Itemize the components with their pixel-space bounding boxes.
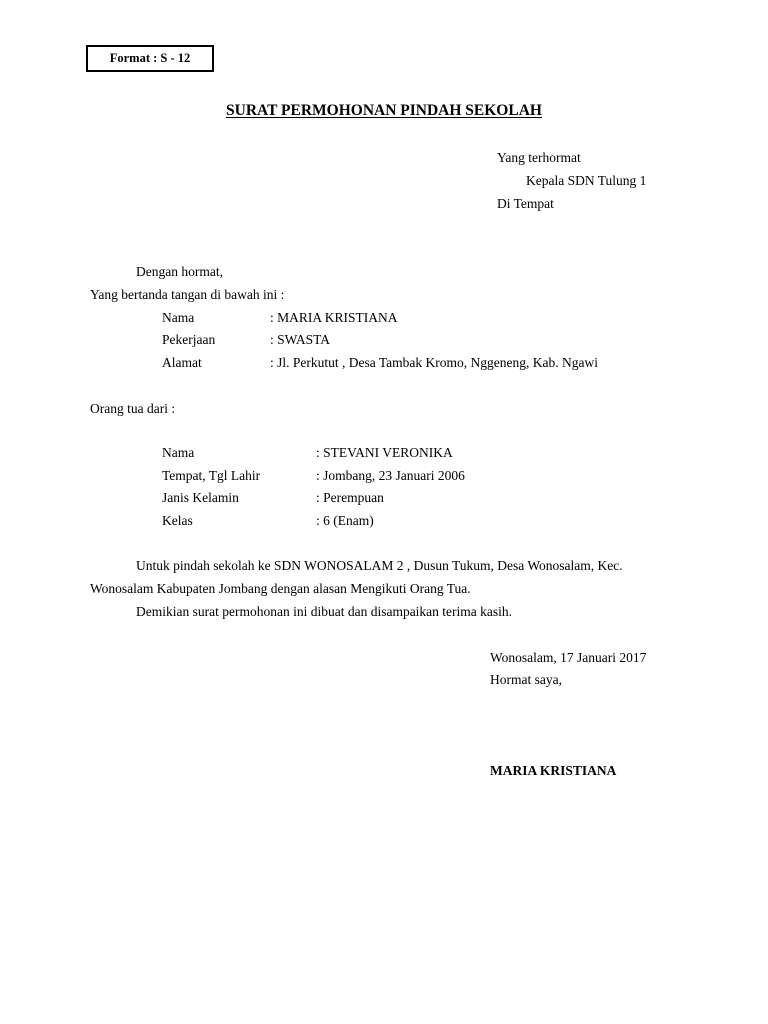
parent-job-label: Pekerjaan [162, 332, 216, 347]
parent-address-value: : Jl. Perkutut , Desa Tambak Kromo, Nggeneng, Kab. Ngawi [270, 355, 598, 370]
signer-name: MARIA KRISTIANA [490, 763, 617, 778]
recipient-place: Di Tempat [497, 196, 554, 211]
body-line-2: Wonosalam Kabupaten Jombang dengan alasan Mengikuti Orang Tua. [90, 581, 471, 596]
student-class-value: : 6 (Enam) [316, 513, 374, 528]
place-date: Wonosalam, 17 Januari 2017 [490, 650, 647, 665]
page-title: SURAT PERMOHONAN PINDAH SEKOLAH [226, 102, 542, 119]
student-gender-value: : Perempuan [316, 490, 384, 505]
parent-name-value: : MARIA KRISTIANA [270, 310, 398, 325]
body-line-1: Untuk pindah sekolah ke SDN WONOSALAM 2 , Dusun Tukum, Desa Wonosalam, Kec. [136, 558, 623, 573]
parent-of-text: Orang tua dari : [90, 401, 176, 416]
parent-address-label: Alamat [162, 355, 202, 370]
recipient-salutation: Yang terhormat [497, 150, 581, 165]
body-line-3: Demikian surat permohonan ini dibuat dan disampaikan terima kasih. [136, 604, 513, 619]
format-label: Format : S - 12 [86, 45, 214, 72]
intro-text: Yang bertanda tangan di bawah ini : [90, 287, 285, 302]
greeting: Dengan hormat, [136, 264, 223, 279]
student-name-value: : STEVANI VERONIKA [316, 445, 453, 460]
student-class-label: Kelas [162, 513, 193, 528]
parent-job-value: : SWASTA [270, 332, 331, 347]
regards: Hormat saya, [490, 672, 562, 687]
student-birth-label: Tempat, Tgl Lahir [162, 468, 261, 483]
student-birth-value: : Jombang, 23 Januari 2006 [316, 468, 465, 483]
student-gender-label: Janis Kelamin [162, 490, 239, 505]
parent-name-label: Nama [162, 310, 195, 325]
student-name-label: Nama [162, 445, 195, 460]
recipient-name: Kepala SDN Tulung 1 [526, 173, 647, 188]
